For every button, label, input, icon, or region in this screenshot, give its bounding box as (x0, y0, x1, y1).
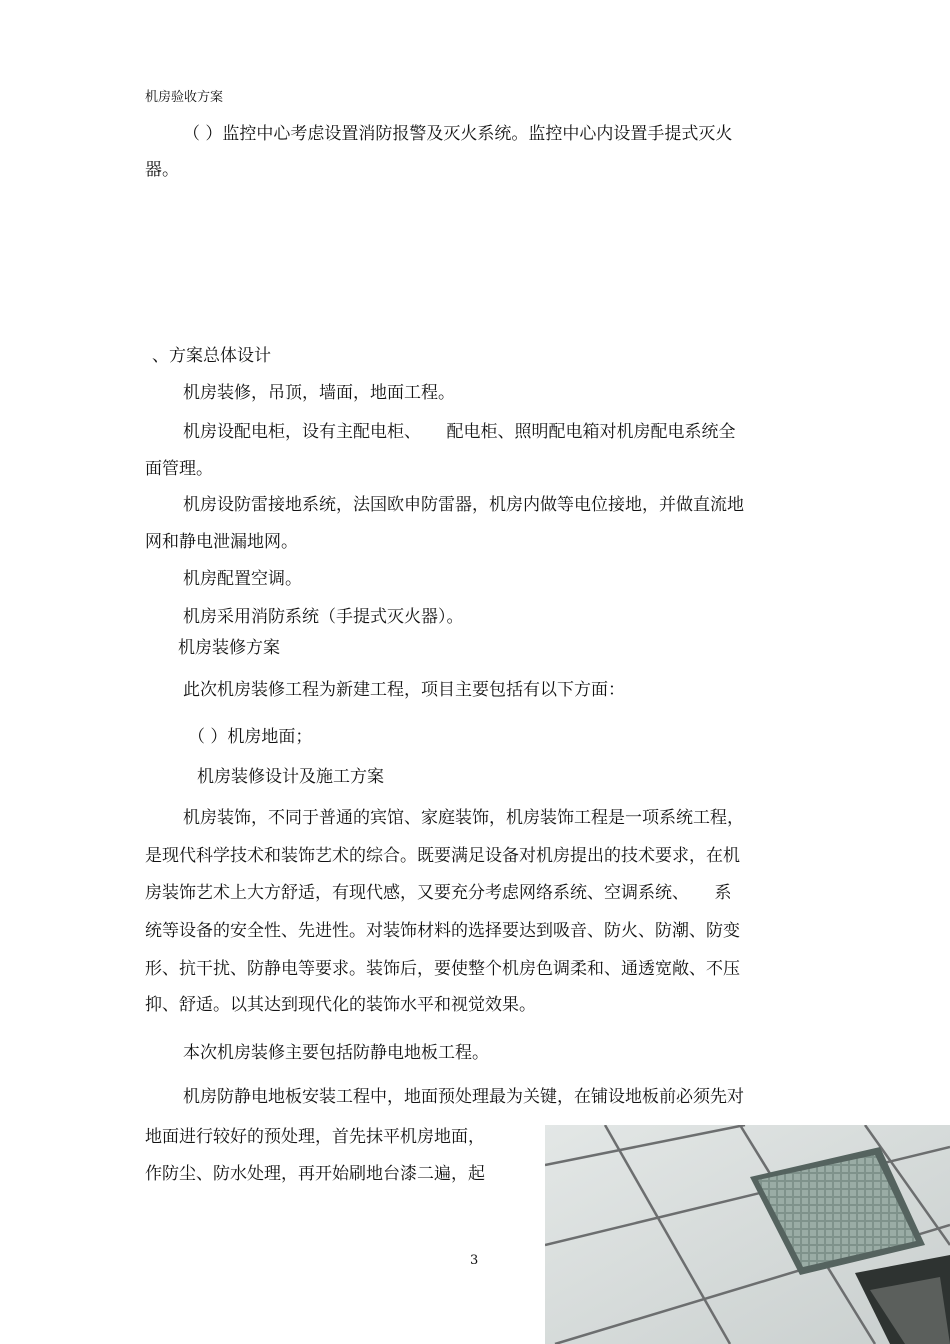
text-line: 机房设防雷接地系统，法国欧申防雷器，机房内做等电位接地，并做直流地 (183, 495, 744, 515)
subsection-heading: 机房装修设计及施工方案 (197, 767, 384, 787)
text-line: 本次机房装修主要包括防静电地板工程。 (183, 1043, 489, 1063)
page-number: 3 (470, 1253, 479, 1268)
text-line: （ ）监控中心考虑设置消防报警及灭火系统。监控中心内设置手提式灭火 (183, 124, 733, 144)
text-line: 网和静电泄漏地网。 (145, 532, 298, 552)
text-line: 机房防静电地板安装工程中，地面预处理最为关键，在铺设地板前必须先对 (183, 1087, 744, 1107)
raised-floor-photo (545, 1125, 950, 1344)
text-line: 抑、舒适。以其达到现代化的装饰水平和视觉效果。 (145, 995, 536, 1015)
section-heading: 、方案总体设计 (152, 346, 271, 366)
raised-floor-image (545, 1125, 950, 1344)
text-line: 作防尘、防水处理，再开始刷地台漆二遍，起 (145, 1164, 485, 1184)
text-line: 统等设备的安全性、先进性。对装饰材料的选择要达到吸音、防火、防潮、防变 (145, 921, 740, 941)
text-line: 机房采用消防系统（手提式灭火器）。 (183, 607, 464, 627)
text-line: 机房设配电柜，设有主配电柜、 配电柜、照明配电箱对机房配电系统全 (183, 422, 736, 442)
text-line: 地面进行较好的预处理，首先抹平机房地面， (145, 1127, 485, 1147)
text-line: 此次机房装修工程为新建工程，项目主要包括有以下方面： (183, 680, 625, 700)
text-line: 机房装饰，不同于普通的宾馆、家庭装饰，机房装饰工程是一项系统工程， (183, 808, 744, 828)
text-line: 面管理。 (145, 459, 213, 479)
running-header: 机房验收方案 (145, 90, 224, 105)
text-line: 机房配置空调。 (183, 569, 302, 589)
text-line: 房装饰艺术上大方舒适，有现代感，又要充分考虑网络系统、空调系统、 系 (145, 883, 732, 903)
text-line: （ ）机房地面； (188, 727, 313, 747)
text-line: 器。 (145, 160, 179, 180)
text-line: 是现代科学技术和装饰艺术的综合。既要满足设备对机房提出的技术要求，在机 (145, 846, 740, 866)
subsection-heading: 机房装修方案 (178, 638, 280, 658)
text-line: 机房装修，吊顶，墙面，地面工程。 (183, 383, 455, 403)
text-line: 形、抗干扰、防静电等要求。装饰后，要使整个机房色调柔和、通透宽敞、不压 (145, 959, 740, 979)
